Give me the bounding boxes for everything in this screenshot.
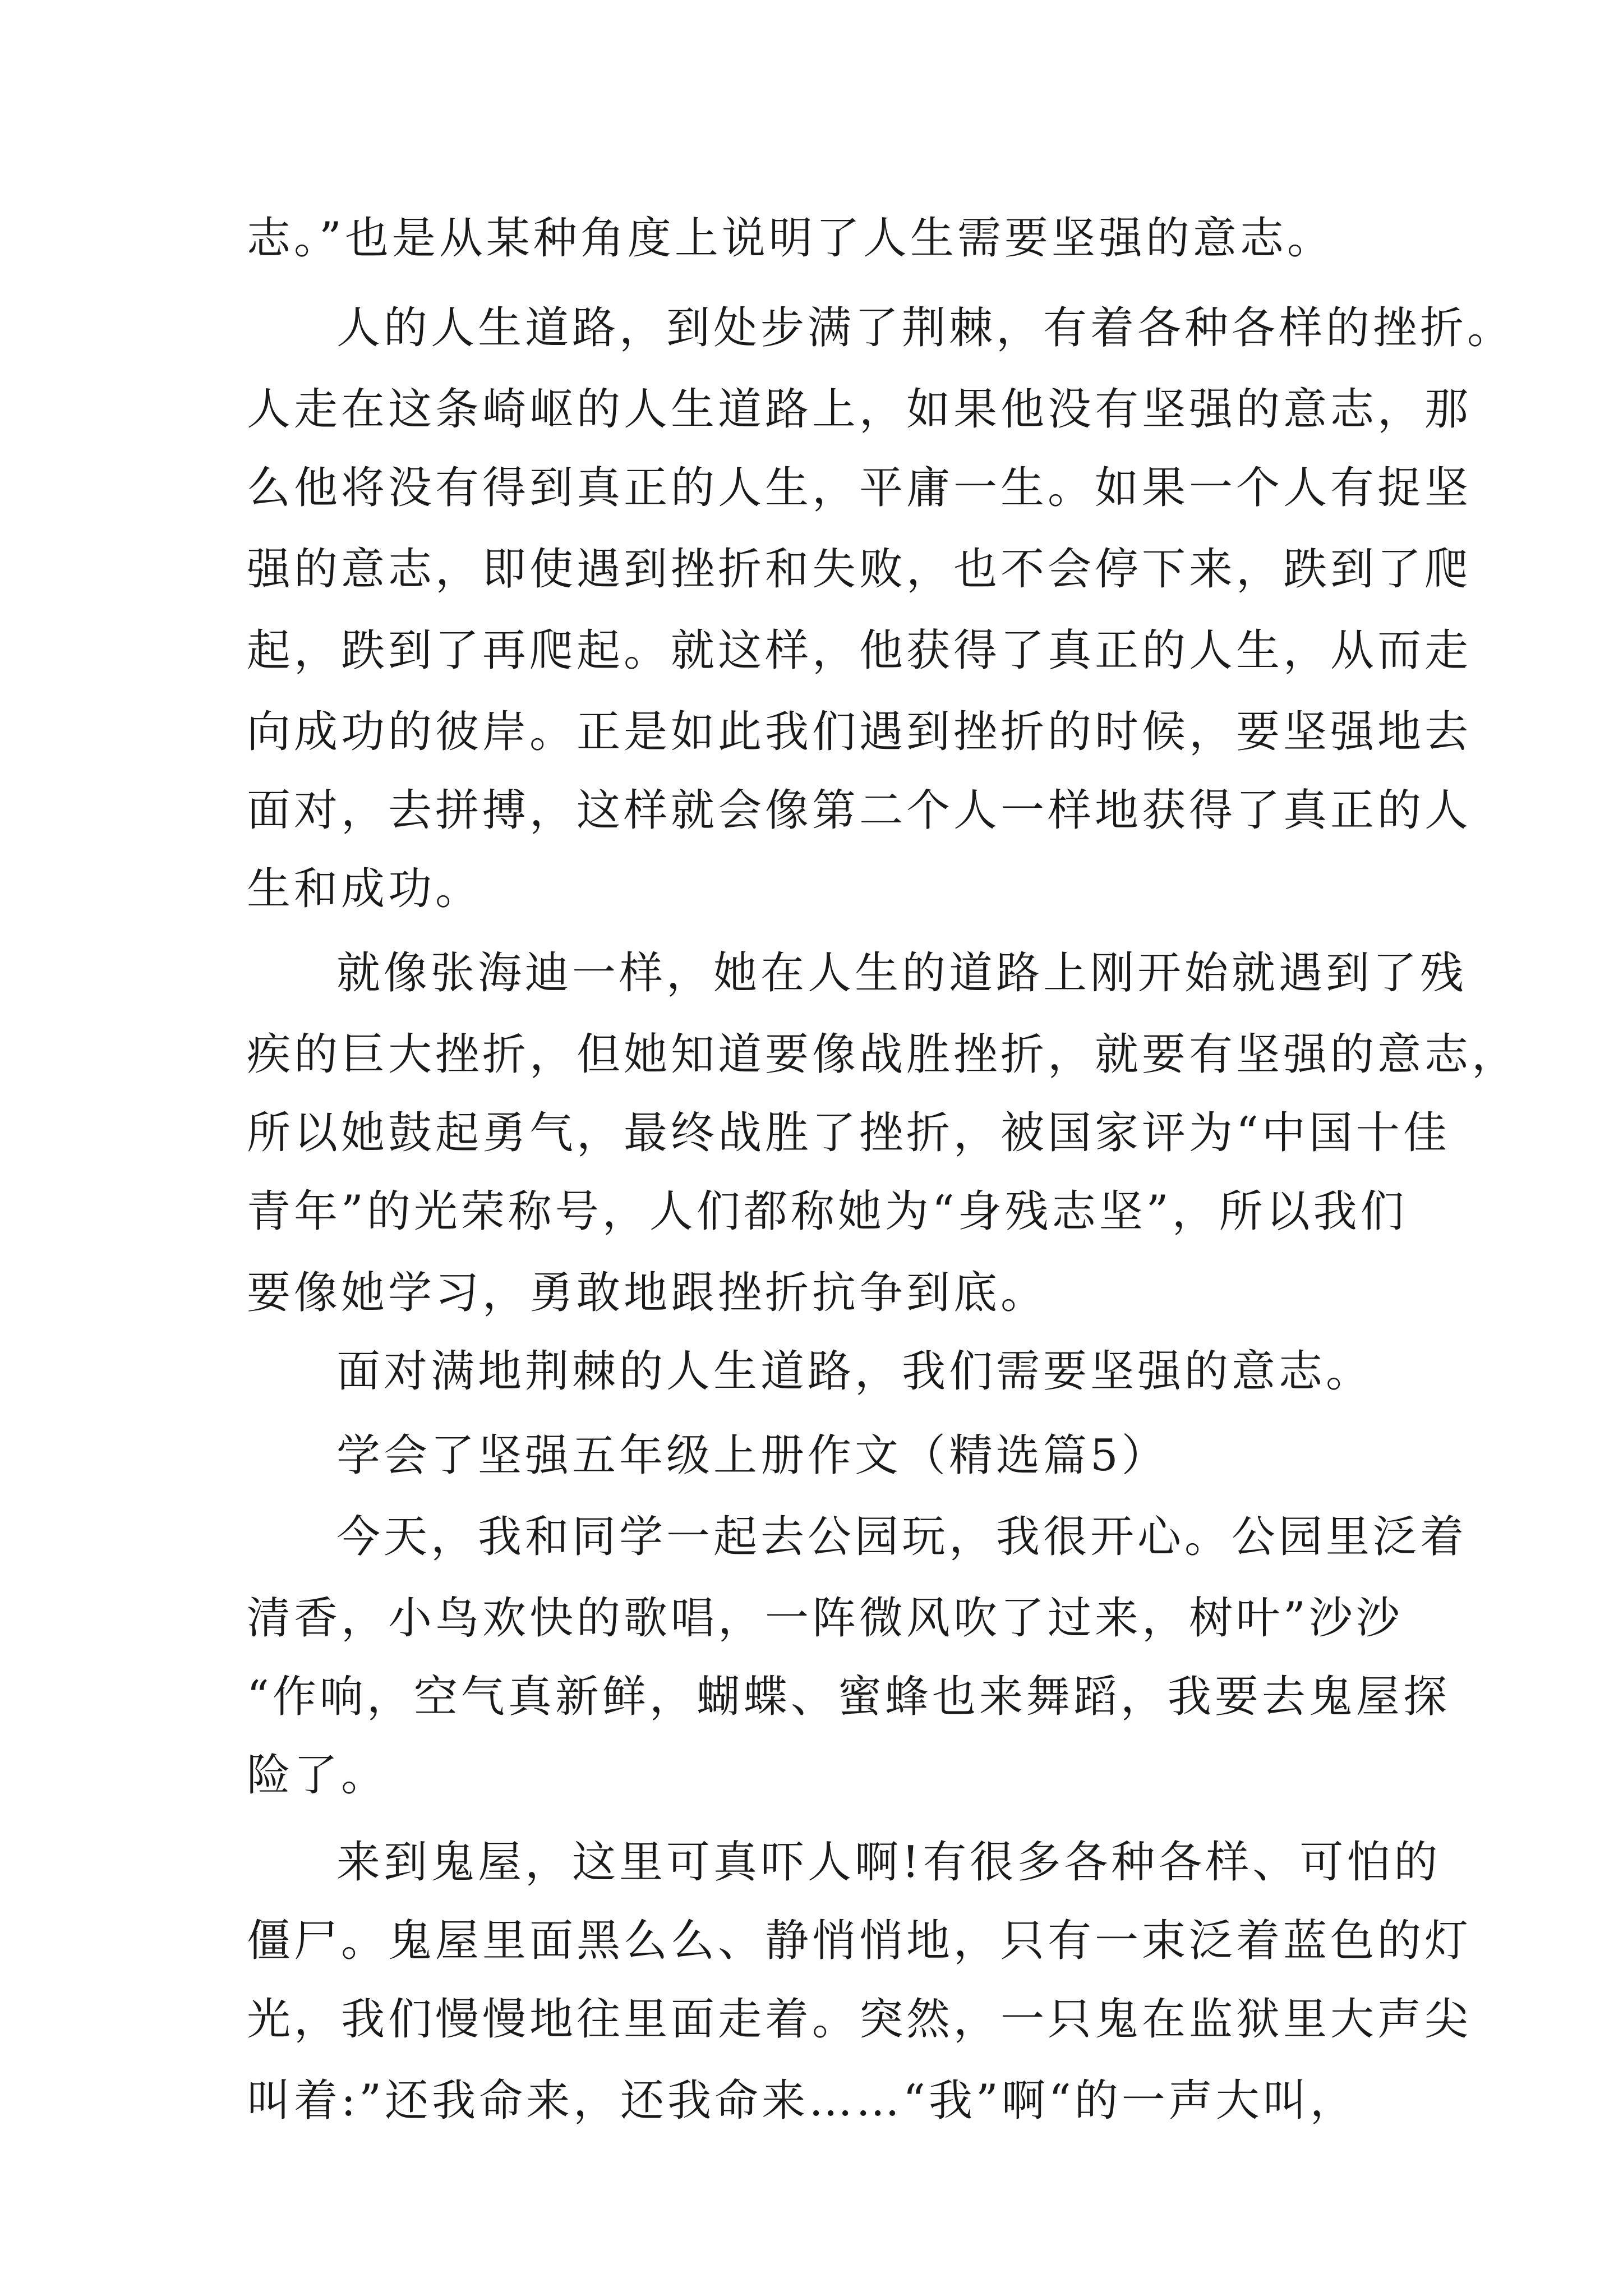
paragraph-start-line: 人的人生道路，到处步满了荆棘，有着各种各样的挫折。 [336,303,1515,353]
text-line: 面对，去拼搏，这样就会像第二个人一样地获得了真正的人 [247,785,1472,836]
text-line: 叫着:”还我命来，还我命来……“我”啊“的一声大叫， [247,2076,1357,2126]
text-line: 强的意志，即使遇到挫折和失败，也不会停下来，跌到了爬 [247,544,1472,595]
paragraph-start-line: 来到鬼屋，这里可真吓人啊!有很多各种各样、可怕的 [336,1837,1441,1888]
text-line: 么他将没有得到真正的人生，平庸一生。如果一个人有捉坚 [247,463,1472,513]
text-line: 要像她学习，勇敢地跟挫折抗争到底。 [247,1268,1048,1318]
text-line: 险了。 [247,1750,389,1801]
paragraph-start-line: 今天，我和同学一起去公园玩，我很开心。公园里泛着 [336,1512,1468,1562]
text-line: 起，跌到了再爬起。就这样，他获得了真正的人生，从而走 [247,625,1472,676]
text-line: “作响，空气真新鲜，蝴蝶、蜜蜂也来舞蹈，我要去鬼屋探 [247,1672,1450,1722]
text-line: 所以她鼓起勇气，最终战胜了挫折，被国家评为“中国十佳 [247,1108,1450,1158]
text-line: 疾的巨大挫折，但她知道要像战胜挫折，就要有坚强的意志， [247,1029,1519,1080]
paragraph-start-line: 面对满地荆棘的人生道路，我们需要坚强的意志。 [336,1346,1373,1397]
text-line: 青年”的光荣称号，人们都称她为“身残志坚”，所以我们 [247,1186,1408,1237]
text-line: 僵尸。鬼屋里面黑么么、静悄悄地，只有一束泛着蓝色的灯 [247,1916,1472,1966]
text-line: 清香，小鸟欢快的歌唱，一阵微风吹了过来，树叶”沙沙 [247,1593,1403,1644]
text-line: 志。”也是从某种角度上说明了人生需要坚强的意志。 [247,213,1334,264]
text-line: 生和成功。 [247,864,483,914]
text-line: 向成功的彼岸。正是如此我们遇到挫折的时候，要坚强地去 [247,707,1472,757]
text-line: 人走在这条崎岖的人生道路上，如果他没有坚强的意志，那 [247,384,1472,435]
text-line: 光，我们慢慢地往里面走着。突然，一只鬼在监狱里大声尖 [247,1994,1472,2045]
section-heading: 学会了坚强五年级上册作文（精选篇5） [336,1430,1169,1481]
paragraph-start-line: 就像张海迪一样，她在人生的道路上刚开始就遇到了残 [336,948,1468,999]
